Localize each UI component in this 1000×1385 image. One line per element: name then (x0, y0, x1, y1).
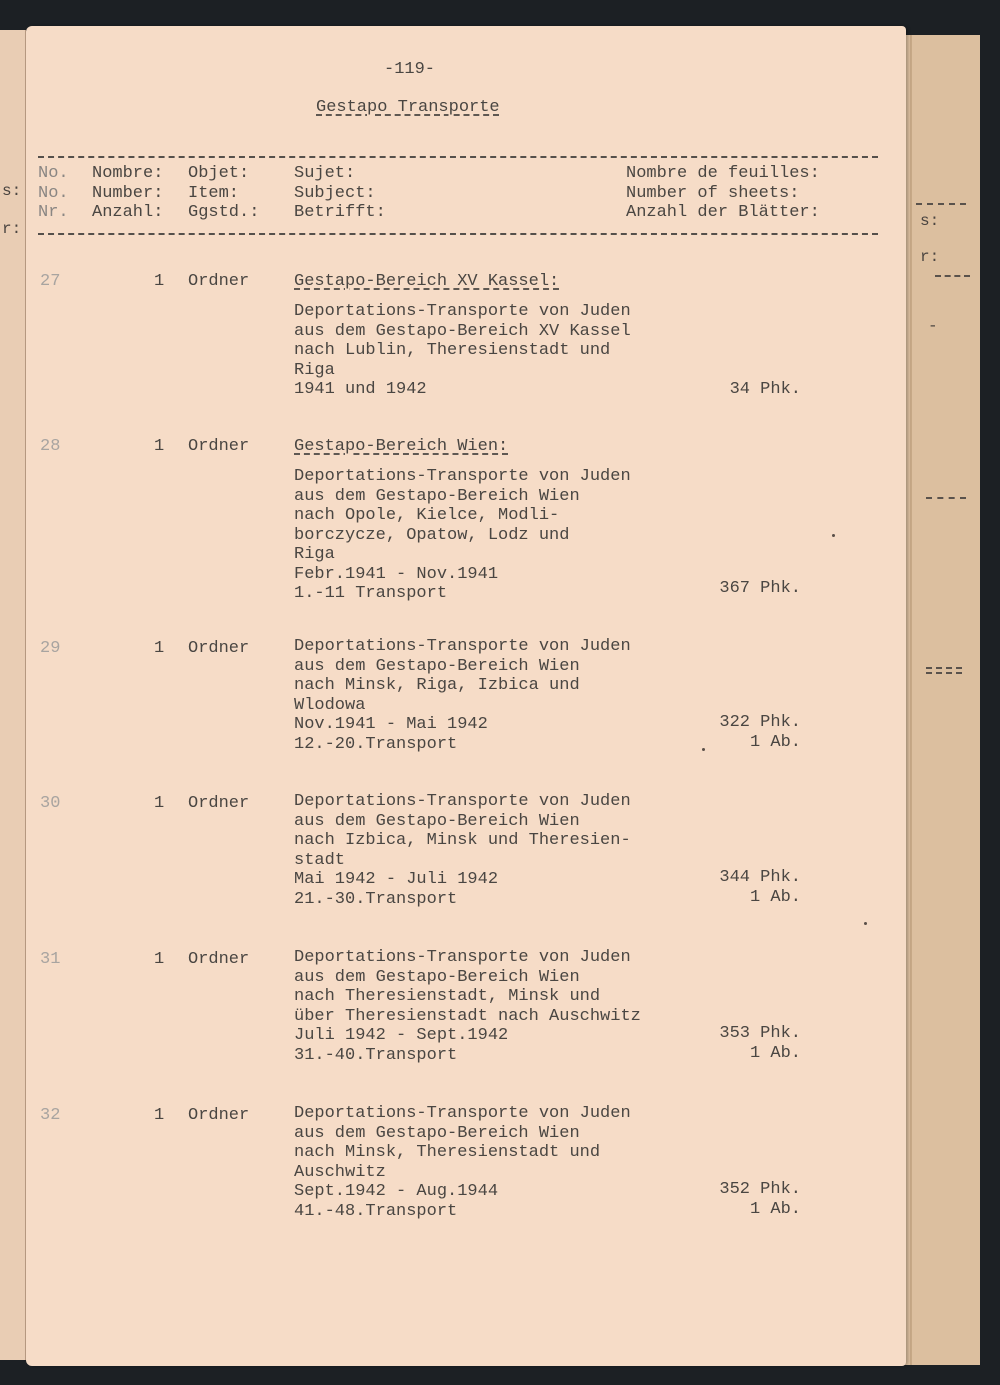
entry-description: Deportations-Transporte von Juden aus dem Gestapo-Bereich Wien nach Izbica, Minsk und Theresien- stadt Mai 1942 - Juli 1942 21.-30.Transport (294, 792, 631, 909)
entry-sheets: 344 Phk. 1 Ab. (719, 868, 801, 907)
entry-sheets: 353 Phk. 1 Ab. (719, 1024, 801, 1063)
entry-object: Ordner (188, 794, 250, 813)
entry-description: Deportations-Transporte von Juden aus dem Gestapo-Bereich Wien nach Opole, Kielce, Modli- borczycze, Opatow, Lodz und Riga Febr.1941 - Nov.1941 1.-11 Transport (294, 467, 631, 603)
entry-count: 1 (154, 1106, 165, 1125)
entry-sheets: 367 Phk. (719, 579, 801, 598)
entry-count: 1 (154, 639, 165, 658)
entry-description: Deportations-Transporte von Juden aus dem Gestapo-Bereich Wien nach Minsk, Riga, Izbica und Wlodowa Nov.1941 - Mai 1942 12.-20.Transport (294, 637, 631, 754)
right-page-fragment: s: (920, 212, 940, 230)
entry-number: 28 (40, 437, 61, 456)
header-nombre: Nombre: Number: Anzahl: (92, 164, 164, 222)
entry-sheets: 352 Phk. 1 Ab. (719, 1180, 801, 1219)
header-objet: Objet: Item: Ggstd.: (188, 164, 260, 222)
entry-count: 1 (154, 950, 165, 969)
document-page (26, 26, 906, 1366)
paper-speck (702, 748, 705, 751)
entry-object: Ordner (188, 437, 250, 456)
page-title: Gestapo Transporte (316, 98, 500, 117)
entry-description: Deportations-Transporte von Juden aus dem Gestapo-Bereich XV Kassel nach Lublin, Theresienstadt und Riga 1941 und 1942 (294, 302, 631, 399)
entry-object: Ordner (188, 639, 250, 658)
header-no: No. No. Nr. (38, 164, 69, 222)
right-page-fragment: - (928, 317, 938, 335)
entry-number: 27 (40, 272, 61, 291)
entry-number: 32 (40, 1106, 61, 1125)
left-page-fragment: s: (2, 182, 22, 200)
entry-object: Ordner (188, 1106, 250, 1125)
entry-description: Deportations-Transporte von Juden aus dem Gestapo-Bereich Wien nach Minsk, Theresienstadt und Auschwitz Sept.1942 - Aug.1944 41.-48.Transport (294, 1104, 631, 1221)
entry-sheets: 34 Phk. (729, 380, 801, 399)
entry-description: Deportations-Transporte von Juden aus dem Gestapo-Bereich Wien nach Theresienstadt, Minsk und über Theresienstadt nach Auschwitz Juli 1942 - Sept.1942 31.-40.Transport (294, 948, 641, 1065)
entry-heading: Gestapo-Bereich Wien: (294, 437, 509, 456)
header-top-rule (38, 156, 878, 158)
entry-count: 1 (154, 794, 165, 813)
entry-heading: Gestapo-Bereich XV Kassel: (294, 272, 560, 291)
header-bottom-rule (38, 233, 878, 235)
left-page-fragment: r: (2, 220, 22, 238)
entry-object: Ordner (188, 272, 250, 291)
header-sujet: Sujet: Subject: Betrifft: (294, 164, 386, 222)
header-feuilles: Nombre de feuilles: Number of sheets: Anzahl der Blätter: (626, 164, 820, 222)
paper-speck (864, 922, 867, 925)
entry-object: Ordner (188, 950, 250, 969)
entry-count: 1 (154, 437, 165, 456)
entry-count: 1 (154, 272, 165, 291)
entry-number: 29 (40, 639, 61, 658)
entry-number: 31 (40, 950, 61, 969)
page-number: -119- (384, 60, 436, 79)
entry-number: 30 (40, 794, 61, 813)
left-facing-page-edge (0, 30, 26, 1360)
paper-speck (832, 534, 835, 537)
right-page-fragment: r: (920, 248, 940, 266)
entry-sheets: 322 Phk. 1 Ab. (719, 713, 801, 752)
